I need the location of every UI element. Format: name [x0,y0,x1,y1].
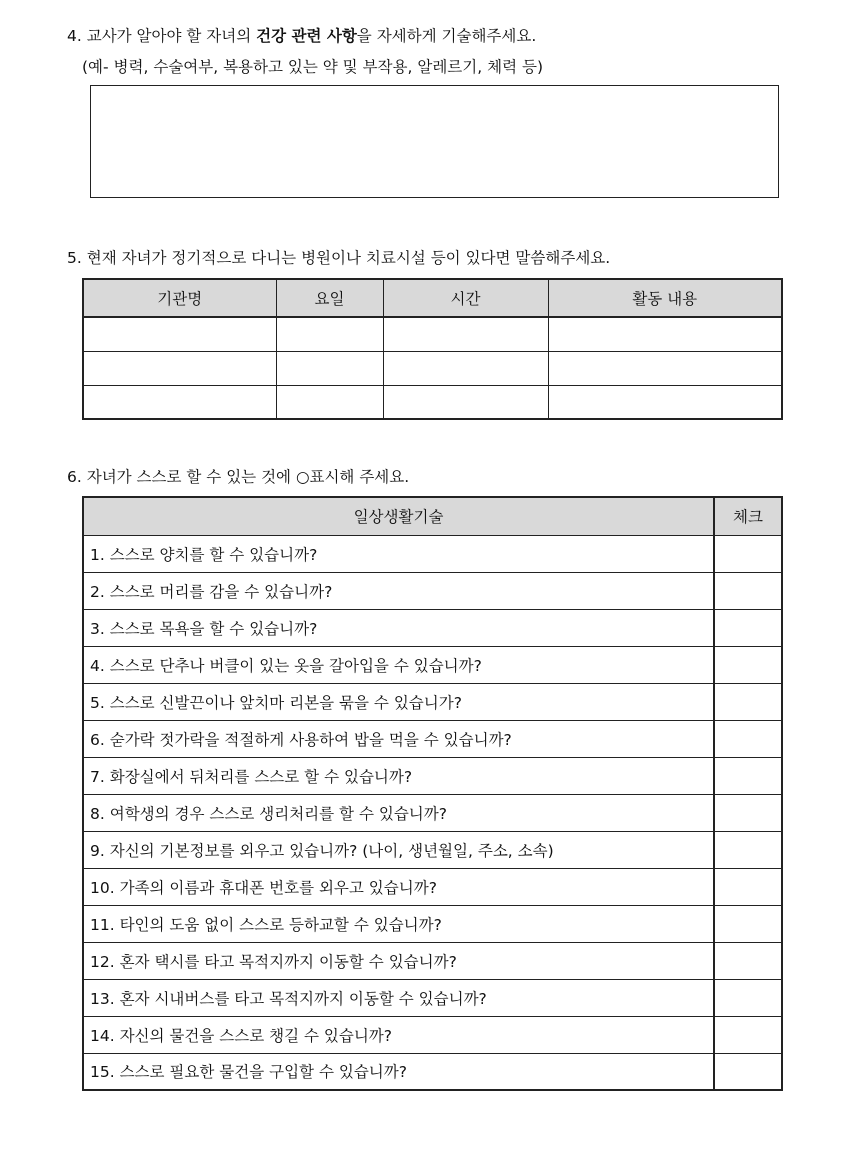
time-cell[interactable] [383,351,548,385]
clinic-table-header-row [83,279,782,317]
skill-item-text: 15. 스스로 필요한 물건을 구입할 수 있습니까? [83,1053,714,1090]
skill-check-cell[interactable] [714,646,782,683]
institution-cell[interactable] [83,385,276,419]
clinic-table-row [83,385,782,419]
activity-cell[interactable] [548,317,782,351]
skill-item-text: 13. 혼자 시내버스를 타고 목적지까지 이동할 수 있습니까? [83,979,714,1016]
skill-item-text: 14. 자신의 물건을 스스로 챙길 수 있습니까? [83,1016,714,1053]
clinic-table-row [83,317,782,351]
skill-item-text: 4. 스스로 단추나 버클이 있는 옷을 갈아입을 수 있습니까? [83,646,714,683]
skill-row [83,868,782,905]
institution-cell[interactable] [83,317,276,351]
skill-check-cell[interactable] [714,683,782,720]
skill-item-text: 9. 자신의 기본정보를 외우고 있습니까? (나이, 생년월일, 주소, 소속) [83,831,714,868]
day-cell[interactable] [276,385,383,419]
clinic-table-row [83,351,782,385]
institution-cell[interactable] [83,351,276,385]
skill-item-text: 3. 스스로 목욕을 할 수 있습니까? [83,609,714,646]
activity-cell[interactable] [548,351,782,385]
skill-check-cell[interactable] [714,609,782,646]
health-info-answer-box[interactable] [90,85,779,198]
question-4-title [67,26,536,46]
question-6-title: 6. 자녀가 스스로 할 수 있는 것에 ○표시해 주세요. [67,468,410,486]
header-day: 요일 [276,279,383,317]
skill-check-cell[interactable] [714,979,782,1016]
skill-item-text: 10. 가족의 이름과 휴대폰 번호를 외우고 있습니까? [83,868,714,905]
skill-check-cell[interactable] [714,868,782,905]
skill-check-cell[interactable] [714,720,782,757]
skill-check-cell[interactable] [714,1016,782,1053]
skill-check-cell[interactable] [714,757,782,794]
header-institution: 기관명 [83,279,276,317]
question-4-emphasis: 건강 관련 사항 [256,27,357,45]
skill-row [83,794,782,831]
skill-row [83,609,782,646]
skill-item-text: 12. 혼자 택시를 타고 목적지까지 이동할 수 있습니까? [83,942,714,979]
question-5-title: 5. 현재 자녀가 정기적으로 다니는 병원이나 치료시설 등이 있다면 말씀해주세요. [67,249,611,267]
daily-skills-table [82,496,783,1091]
skill-row [83,831,782,868]
skill-check-cell[interactable] [714,905,782,942]
day-cell[interactable] [276,351,383,385]
skill-row [83,757,782,794]
day-cell[interactable] [276,317,383,351]
skill-check-cell[interactable] [714,831,782,868]
skill-row [83,572,782,609]
skills-table-header-row [83,497,782,535]
skill-row [83,1053,782,1090]
question-4-note: (예- 병력, 수술여부, 복용하고 있는 약 및 부작용, 알레르기, 체력 등) [82,58,543,76]
skill-item-text: 5. 스스로 신발끈이나 앞치마 리본을 묶을 수 있습니가? [83,683,714,720]
skill-check-cell[interactable] [714,942,782,979]
skill-item-text: 8. 여학생의 경우 스스로 생리처리를 할 수 있습니까? [83,794,714,831]
header-check: 체크 [714,497,782,535]
skill-row [83,535,782,572]
skill-row [83,1016,782,1053]
clinic-table [82,278,783,420]
time-cell[interactable] [383,385,548,419]
activity-cell[interactable] [548,385,782,419]
header-time: 시간 [383,279,548,317]
skill-item-text: 7. 화장실에서 뒤처리를 스스로 할 수 있습니까? [83,757,714,794]
skill-row [83,683,782,720]
skill-row [83,646,782,683]
skill-row [83,979,782,1016]
skill-check-cell[interactable] [714,572,782,609]
skill-item-text: 2. 스스로 머리를 감을 수 있습니까? [83,572,714,609]
skill-check-cell[interactable] [714,1053,782,1090]
skill-row [83,720,782,757]
question-4-suffix: 을 자세하게 기술해주세요. [356,27,537,45]
question-4-prefix: 4. 교사가 알아야 할 자녀의 [67,27,257,45]
skill-row [83,942,782,979]
skill-item-text: 6. 숟가락 젓가락을 적절하게 사용하여 밥을 먹을 수 있습니까? [83,720,714,757]
skill-item-text: 11. 타인의 도움 없이 스스로 등하교할 수 있습니까? [83,905,714,942]
skill-item-text: 1. 스스로 양치를 할 수 있습니까? [83,535,714,572]
header-activity: 활동 내용 [548,279,782,317]
skill-check-cell[interactable] [714,794,782,831]
header-daily-skill: 일상생활기술 [83,497,714,535]
time-cell[interactable] [383,317,548,351]
skill-row [83,905,782,942]
skill-check-cell[interactable] [714,535,782,572]
